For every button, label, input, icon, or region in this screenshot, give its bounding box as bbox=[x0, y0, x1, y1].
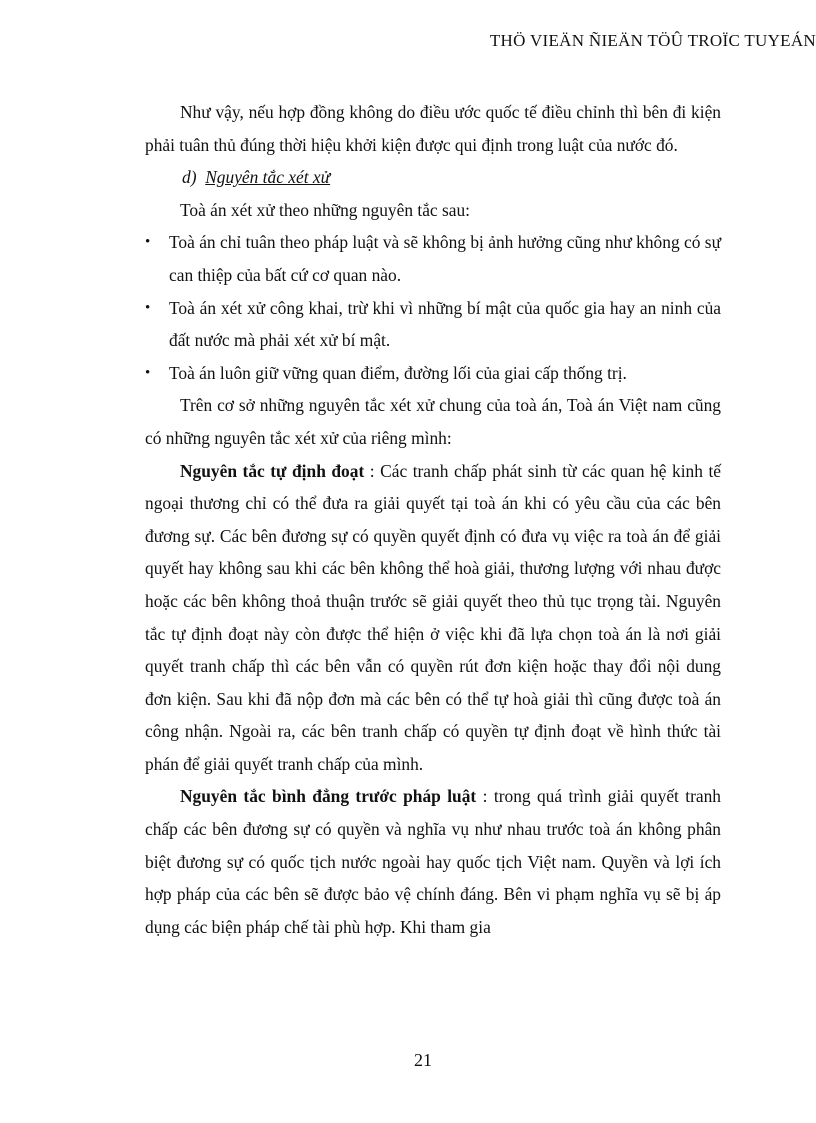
bullet-icon: • bbox=[145, 364, 151, 381]
paragraph: Trên cơ sở những nguyên tắc xét xử chung của toà án, Toà án Việt nam cũng có những nguyên tắc xét xử của riêng mình: bbox=[145, 395, 721, 448]
bullet-item bbox=[145, 292, 721, 357]
paragraph: Như vậy, nếu hợp đồng không do điều ước quốc tế điều chỉnh thì bên đi kiện phải tuân thủ đúng thời hiệu khởi kiện được qui định trong luật của nước đó. bbox=[145, 102, 721, 155]
bullet-text: Toà án xét xử công khai, trừ khi vì những bí mật của quốc gia hay an ninh của đất nước mà phải xét xử bí mật. bbox=[169, 297, 721, 351]
page-body bbox=[145, 96, 721, 943]
intro-sentence: Toà án xét xử theo những nguyên tắc sau: bbox=[180, 199, 471, 220]
section-heading bbox=[145, 161, 721, 194]
bullet-text: Toà án luôn giữ vững quan điểm, đường lối của giai cấp thống trị. bbox=[169, 362, 627, 383]
principle-paragraph bbox=[145, 455, 721, 781]
page-number: 21 bbox=[414, 1050, 432, 1070]
bullet-icon: • bbox=[145, 299, 151, 316]
bullet-item bbox=[145, 226, 721, 291]
principle-text: : Các tranh chấp phát sinh từ các quan hệ kinh tế ngoại thương chỉ có thể đưa ra giải quyết tại toà án khi có yêu cầu của các bên đương sự. Các bên đương sự có quyền quyết định có đưa vụ việc ra toà án để giải quyết hay không sau khi các bên không thể hoà giải, thương lượng với nhau được hoặc các bên không thoả thuận trước sẽ giải quyết theo thủ tục trọng tài. Nguyên tắc tự định đoạt này còn được thể hiện ở việc khi đã lựa chọn toà án là nơi giải quyết tranh chấp thì các bên vẫn có quyền rút đơn kiện hoặc thay đổi nội dung đơn kiện. Sau khi đã nộp đơn mà các bên có thể tự hoà giải thì cũng được toà án công nhận. Ngoài ra, các bên tranh chấp có quyền tự định đoạt về hình thức tài phán để giải quyết tranh chấp của mình. bbox=[145, 460, 721, 774]
running-header: THÖ VIEÄN ÑIEÄN TÖÛ TROÏC TUYEÁN bbox=[489, 31, 816, 50]
section-heading-prefix: d) bbox=[182, 167, 197, 188]
principle-title: Nguyên tắc tự định đoạt bbox=[180, 460, 365, 481]
principle-paragraph bbox=[145, 780, 721, 943]
principle-text: : trong quá trình giải quyết tranh chấp các bên đương sự có quyền và nghĩa vụ như nhau trước toà án không phân biệt đương sự có quốc tịch nước ngoài hay quốc tịch Việt nam. Quyền và lợi ích hợp pháp của các bên sẽ được bảo vệ chính đáng. Bên vi phạm nghĩa vụ sẽ bị áp dụng các biện pháp chế tài phù hợp. Khi tham gia bbox=[145, 786, 722, 937]
bullet-icon: • bbox=[145, 234, 151, 251]
section-heading-title: Nguyên tắc xét xử bbox=[205, 167, 331, 188]
bullet-item bbox=[145, 357, 721, 390]
bullet-text: Toà án chỉ tuân theo pháp luật và sẽ không bị ảnh hưởng cũng như không có sự can thiệp của bất cứ cơ quan nào. bbox=[169, 232, 721, 285]
principle-title: Nguyên tắc bình đẳng trước pháp luật bbox=[180, 786, 477, 807]
